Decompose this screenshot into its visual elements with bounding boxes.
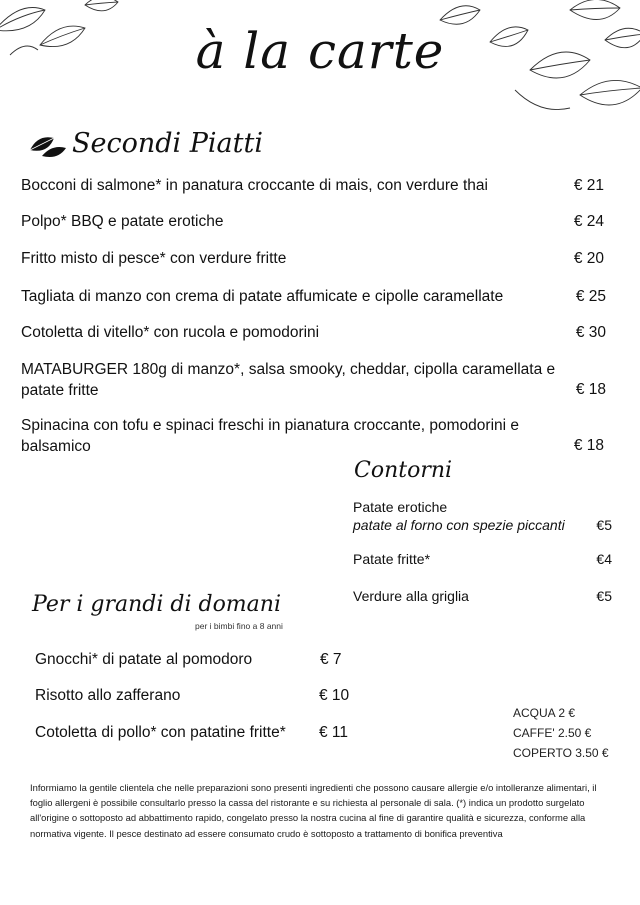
item-price: € 18	[573, 437, 604, 454]
list-item: Bocconi di salmone* in panatura croccante di mais, con verdure thai	[21, 177, 488, 194]
list-item: Gnocchi* di patate al pomodoro	[35, 651, 253, 668]
section-heading-contorni: Contorni	[354, 458, 453, 483]
item-price: € 7	[320, 651, 342, 668]
item-price: € 11	[319, 724, 349, 741]
extra-item: CAFFE' 2.50 €	[513, 726, 592, 740]
list-item: Cotoletta di vitello* con rucola e pomodorini	[21, 324, 320, 341]
item-price: €5	[596, 517, 612, 533]
list-item: Spinacina con tofu e spinaci freschi in pianatura croccante, pomodorini e balsamico	[21, 417, 520, 455]
item-price: € 18	[575, 381, 606, 398]
section-heading-kids: Per i grandi di domani	[32, 592, 281, 617]
item-price: €5	[596, 588, 612, 604]
item-price: € 24	[573, 213, 604, 230]
extra-item: COPERTO 3.50 €	[513, 746, 609, 760]
item-price: € 25	[575, 288, 606, 305]
list-item: Verdure alla griglia	[353, 588, 469, 604]
page-title: à la carte	[195, 22, 445, 80]
list-item: MATABURGER 180g di manzo*, salsa smooky, cheddar, cipolla caramellata e patate fritte	[21, 361, 556, 399]
leaf-icon	[28, 132, 68, 160]
list-item: Tagliata di manzo con crema di patate affumicate e cipolle caramellate	[21, 288, 504, 305]
extra-item: ACQUA 2 €	[513, 706, 576, 720]
list-item: Risotto allo zafferano	[35, 687, 181, 704]
allergen-disclaimer: Informiamo la gentile clientela che nelle preparazioni sono presenti ingredienti che possono causare allergie e/o intolleranze alimentari, il foglio allergeni è possibile consultarlo presso la cassa del ristorante e su richiesta al personale di sala. (*) indica un prodotto surgelato all'origine o sottoposto ad abbattimento rapido, congelato presso la nostra cucina al fine di garantire qualità e sicurezza, conforme alla normativa vigente. Il pesce destinato ad essere consumato crudo è sottoposto a trattamento di bonifica preventiva	[30, 782, 597, 839]
item-price: € 10	[319, 687, 350, 704]
list-item: Polpo* BBQ e patate erotiche	[21, 213, 224, 230]
list-item: Patate fritte*	[353, 551, 431, 567]
list-item: Fritto misto di pesce* con verdure fritte	[21, 250, 287, 267]
item-price: €4	[596, 551, 612, 567]
item-price: € 30	[575, 324, 606, 341]
list-item-detail: patate al forno con spezie piccanti	[353, 517, 565, 533]
item-price: € 20	[573, 250, 604, 267]
list-item: Patate erotiche	[353, 499, 448, 515]
section-heading-secondi: Secondi Piatti	[72, 128, 263, 159]
list-item: Cotoletta di pollo* con patatine fritte*	[35, 724, 286, 741]
section-subheading-kids: per i bimbi fino a 8 anni	[195, 621, 283, 631]
item-price: € 21	[573, 177, 604, 194]
